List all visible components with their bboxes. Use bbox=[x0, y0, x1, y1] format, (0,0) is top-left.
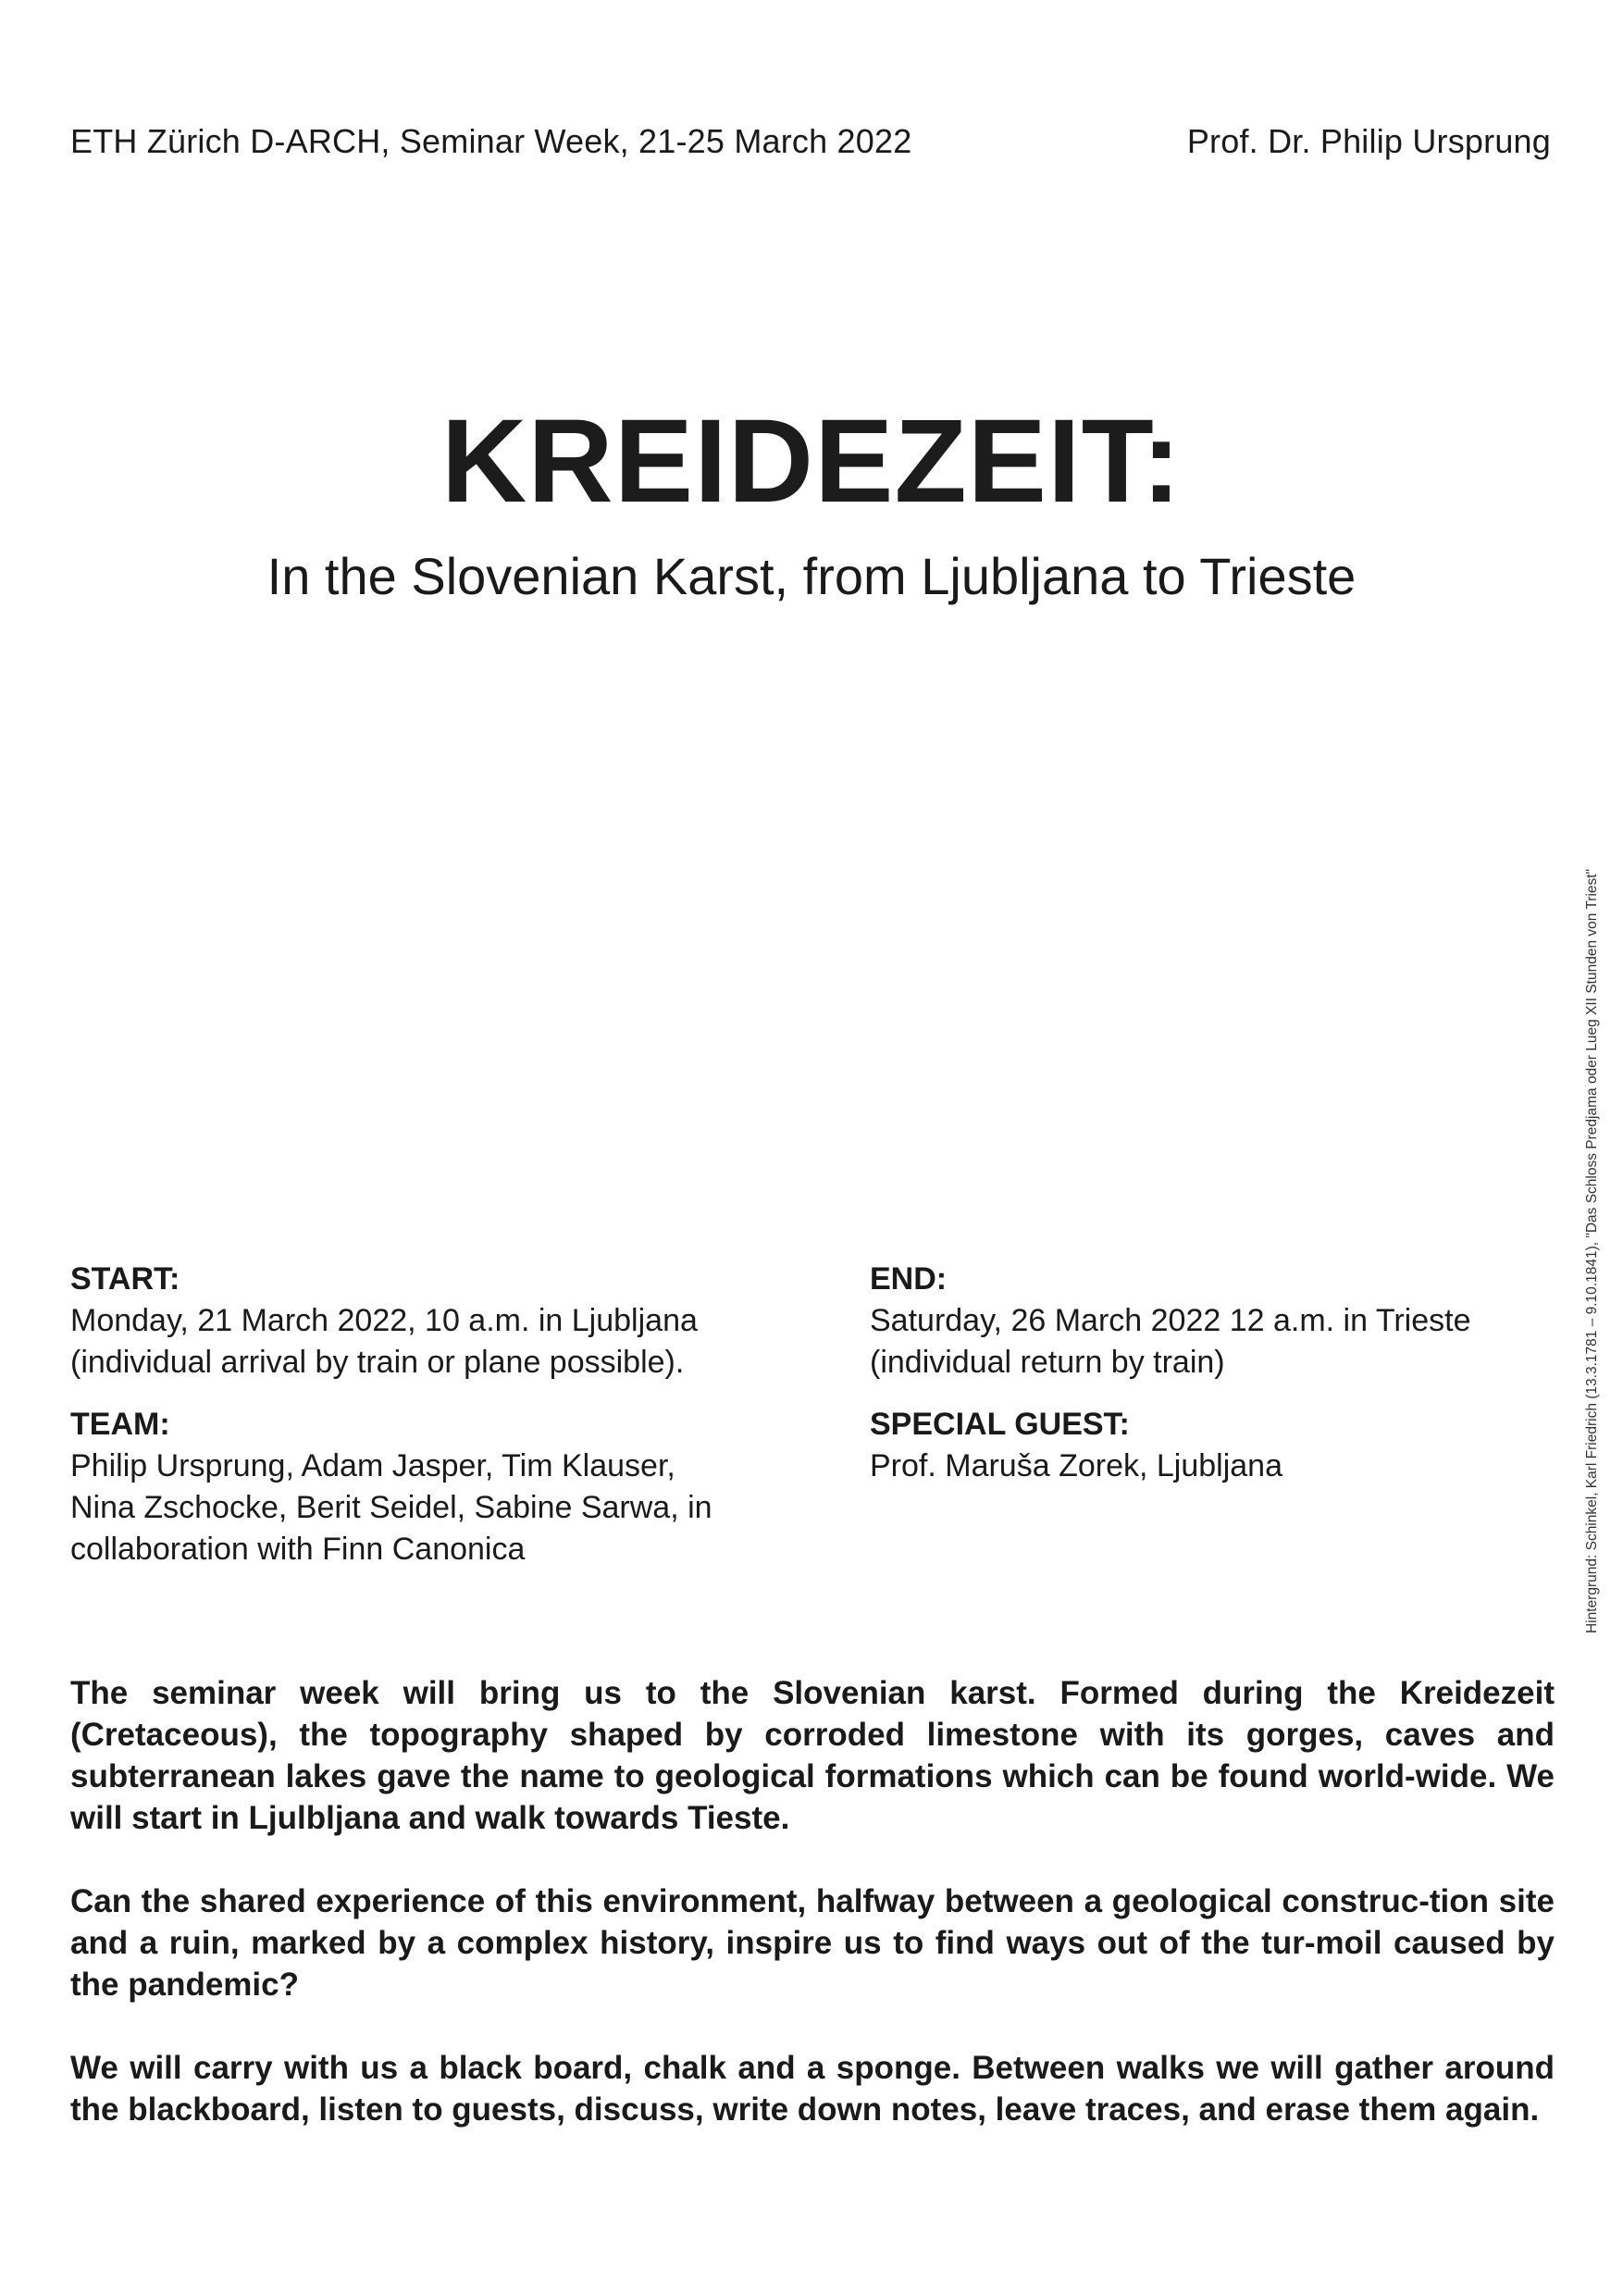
end-info bbox=[870, 1259, 1518, 1384]
end-text: Saturday, 26 March 2022 12 a.m. in Trieste (individual return by train) bbox=[870, 1303, 1471, 1380]
start-text: Monday, 21 March 2022, 10 a.m. in Ljubljana (individual arrival by train or plane possible). bbox=[70, 1303, 698, 1380]
description-paragraph: We will carry with us a black board, chalk and a sponge. Between walks we will gather around the blackboard, listen to guests, discuss, write down notes, leave traces, and erase them again. bbox=[70, 2050, 1555, 2128]
guest-text: Prof. Maruša Zorek, Ljubljana bbox=[870, 1448, 1282, 1483]
info-column-left bbox=[70, 1259, 737, 1591]
description-body bbox=[70, 1672, 1555, 2172]
header-course-info: ETH Zürich D-ARCH, Seminar Week, 21-25 March 2022 bbox=[70, 122, 912, 160]
team-label: TEAM: bbox=[70, 1407, 170, 1442]
header-professor: Prof. Dr. Philip Ursprung bbox=[1186, 122, 1551, 160]
description-paragraph: Can the shared experience of this environment, halfway between a geological construc-tion site and a ruin, marked by a complex history, inspire us to find ways out of the tur-moil caused by the pandemic? bbox=[70, 1883, 1555, 2003]
start-info bbox=[70, 1259, 737, 1384]
guest-label: SPECIAL GUEST: bbox=[870, 1407, 1130, 1442]
start-label: START: bbox=[70, 1261, 180, 1297]
guest-info bbox=[870, 1404, 1518, 1487]
team-info bbox=[70, 1404, 737, 1570]
end-label: END: bbox=[870, 1261, 948, 1297]
page-title: KREIDEZEIT: bbox=[440, 395, 1183, 527]
page-subtitle: In the Slovenian Karst, from Ljubljana to Trieste bbox=[266, 547, 1357, 605]
description-paragraph: The seminar week will bring us to the Slovenian karst. Formed during the Kreidezeit (Cretaceous), the topography shaped by corroded limestone with its gorges, caves and subterranean lakes gave the name to geological formations which can be found world-wide. We will start in Ljulbljana and walk towards Tieste. bbox=[70, 1675, 1555, 1836]
background-image-credit: Hintergrund: Schinkel, Karl Friedrich (13.3.1781 – 9.10.1841), "Das Schloss Predjama oder Lueg XII Stunden von Triest" bbox=[1584, 868, 1600, 1633]
info-column-right bbox=[870, 1259, 1518, 1508]
team-text: Philip Ursprung, Adam Jasper, Tim Klauser, Nina Zschocke, Berit Seidel, Sabine Sarwa, in collaboration with Finn Canonica bbox=[70, 1448, 712, 1567]
